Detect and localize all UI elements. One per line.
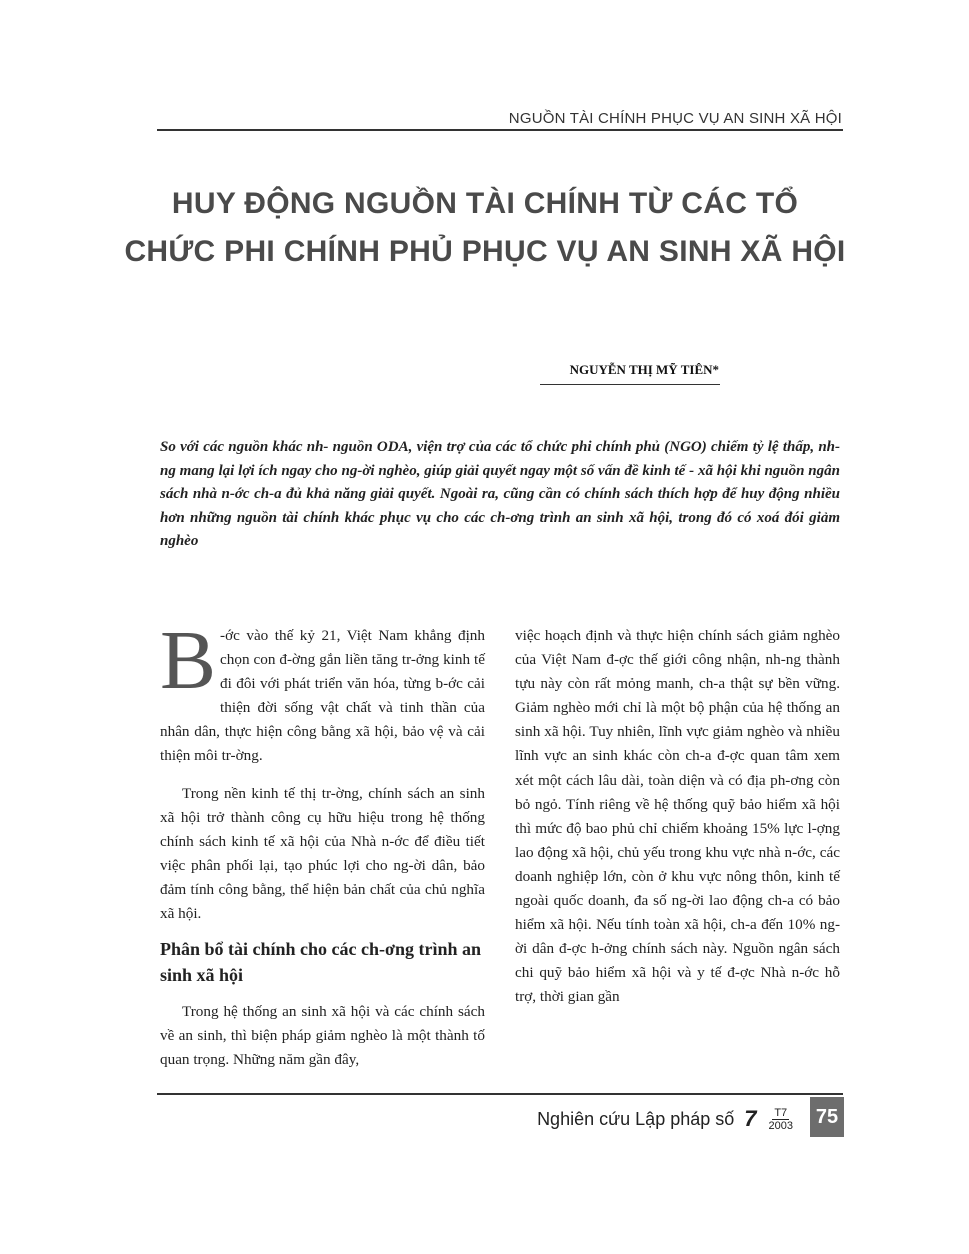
intro-text: -ớc vào thế kỷ 21, Việt Nam khẳng định chọn con đ-ờng gắn liền tăng tr-ởng kinh tế đi đôi với phát triển văn hóa, từng b-ớc cải thiện đời sống vật chất và tinh thần của nhân dân, thực hiện công bằng xã hội, bảo vệ và cải thiện môi tr-ờng. <box>160 627 485 765</box>
journal-name: Nghiên cứu Lập pháp số <box>537 1108 735 1129</box>
author-name: NGUYỄN THỊ MỸ TIÊN* <box>569 362 719 377</box>
drop-cap: B <box>160 614 217 707</box>
header-rule <box>157 129 843 131</box>
paragraph-2: Trong nền kinh tế thị tr-ờng, chính sách an sinh xã hội trở thành công cụ hữu hiệu trong hệ thống chính sách kinh tế xã hội của Nhà n-ớc để điều tiết việc phân phối lại, tạo phúc lợi cho ng-ời dân, bảo đảm tính công bằng, thể hiện bản chất của chủ nghĩa xã hội. <box>160 784 485 923</box>
section-subheading: Phân bổ tài chính cho các ch-ơng trình an sinh xã hội <box>160 939 482 986</box>
author-underline <box>540 384 720 385</box>
intro-paragraph <box>160 614 485 769</box>
paragraph-4: việc hoạch định và thực hiện chính sách giảm nghèo của Việt Nam đ-ợc thế giới công nhận, nh-ng thành tựu này còn rất mỏng manh, ch-a thật sự bền vững. Giảm nghèo mới chỉ là một bộ phận của hệ thống an sinh xã hội. Tuy nhiên, lĩnh vực giảm nghèo và nhiều lĩnh vực an sinh khác còn ch-a đ-ợc quan tâm xem xét một cách lâu dài, toàn diện và có địa ph-ơng còn bỏ ngỏ. Tính riêng về hệ thống quỹ bảo hiểm xã hội thì mức độ bao phủ chỉ chiếm khoảng 15% lực l-ợng lao động xã hội, chủ yếu trong khu vực nhà n-ớc, các doanh nghiệp lớn, còn ở khu vực nông thôn, kinh tế ngoài quốc doanh, đa số ng-ời lao động ch-a có bảo hiểm xã hội. Nếu tính toàn xã hội, ch-a đến 10% ng-ời dân đ-ợc h-ởng chính sách này. Nguồn ngân sách chi quỹ bảo hiểm xã hội và y tế đ-ợc Nhà n-ớc hỗ trợ, thời gian gần <box>515 627 840 1006</box>
issue-year: 2003 <box>768 1119 793 1132</box>
footer-rule <box>157 1093 843 1095</box>
right-column <box>515 624 840 1010</box>
footer <box>537 1101 793 1137</box>
left-column <box>160 614 485 1072</box>
issue-number: 7 <box>744 1106 757 1131</box>
title-line-2: CHỨC PHI CHÍNH PHỦ PHỤC VỤ AN SINH XÃ HỘI <box>124 235 846 268</box>
abstract: So với các nguồn khác nh- nguồn ODA, viện trợ của các tổ chức phi chính phủ (NGO) chiếm tỷ lệ thấp, nh-ng mang lại lợi ích ngay cho ng-ời nghèo, giúp giải quyết ngay một số vấn đề kinh tế - xã hội khi nguồn ngân sách nhà n-ớc ch-a đủ khả năng giải quyết. Ngoài ra, cũng cần có chính sách thích hợp để huy động nhiều hơn những nguồn tài chính khác phục vụ cho các ch-ơng trình an sinh xã hội, trong đó có xoá đói giảm nghèo <box>160 439 840 549</box>
issue-date <box>769 1107 793 1132</box>
section-header: NGUỒN TÀI CHÍNH PHỤC VỤ AN SINH XÃ HỘI <box>508 110 842 127</box>
issue-month: T7 <box>774 1106 788 1119</box>
page-number: 75 <box>810 1097 844 1137</box>
title-line-1: HUY ĐỘNG NGUỒN TÀI CHÍNH TỪ CÁC TỔ <box>171 187 799 220</box>
article-title <box>120 180 850 276</box>
paragraph-3: Trong hệ thống an sinh xã hội và các chính sách về an sinh, thì biện pháp giảm nghèo là một thành tố quan trọng. Những năm gần đây, <box>160 1003 485 1069</box>
